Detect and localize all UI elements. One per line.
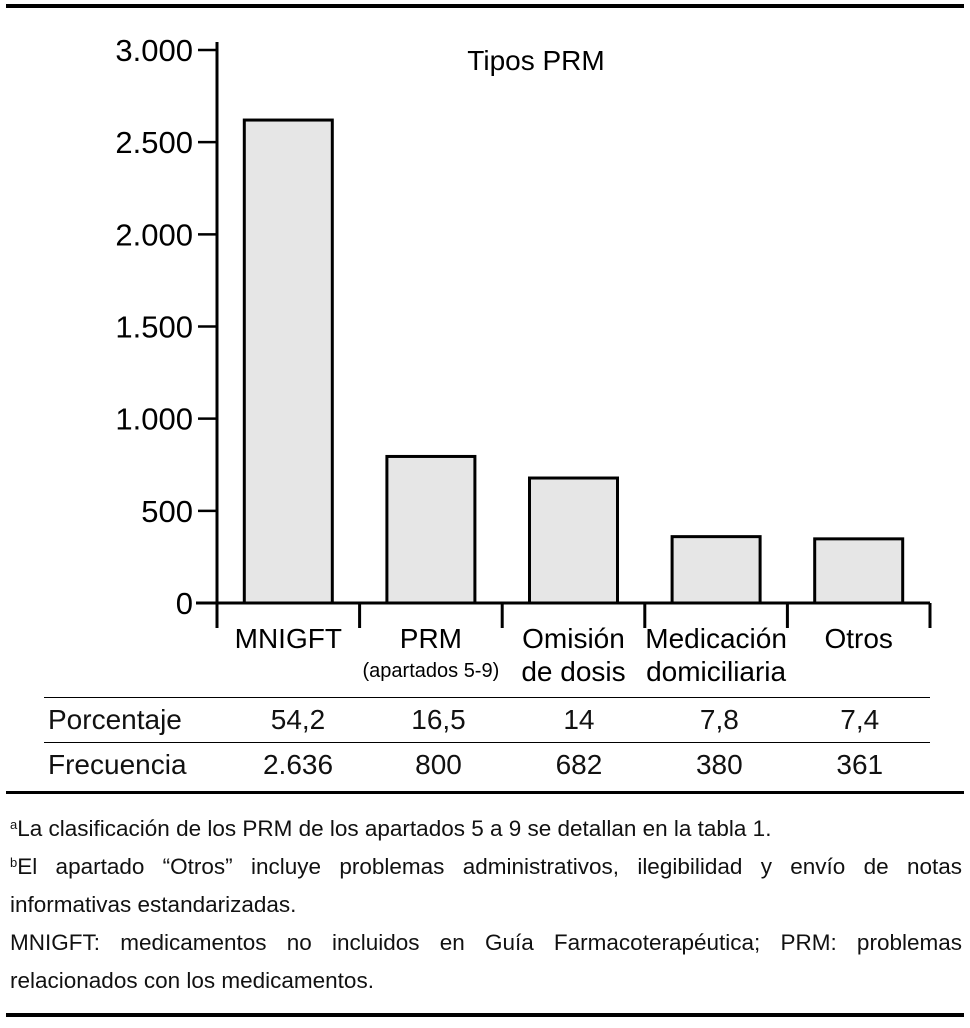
table-cell: 380	[695, 749, 743, 780]
table-row-frecuencia	[44, 743, 930, 788]
footnote-a-text: La clasificación de los PRM de los apartados 5 a 9 se detallan en la tabla 1.	[17, 816, 772, 841]
bar	[672, 537, 760, 603]
table-cell: 800	[415, 749, 462, 780]
y-tick-label: 500	[141, 493, 193, 529]
y-tick-label: 2.000	[115, 217, 193, 253]
table-cell: 682	[555, 749, 603, 780]
bar	[387, 456, 475, 603]
table-cell: 7,8	[649, 698, 789, 743]
x-tick-label: Omisión	[522, 623, 625, 654]
bar	[244, 120, 332, 603]
x-tick-label: PRM	[399, 623, 463, 654]
x-tick-label: domiciliaria	[646, 656, 787, 687]
bar	[815, 539, 903, 603]
x-tick-sublabel: (apartados 5-9)	[362, 660, 500, 682]
footnote-b	[10, 848, 962, 924]
y-tick-label: 1.500	[115, 309, 193, 345]
y-tick-label: 3.000	[115, 33, 193, 68]
row-label: Frecuencia	[48, 749, 187, 780]
footnote-a-mark: a	[10, 817, 18, 832]
footnote-a	[10, 810, 962, 848]
table-cell: 14	[509, 698, 649, 743]
chart-title: Tipos PRM	[467, 45, 605, 76]
table-cell: 361	[836, 749, 884, 780]
y-tick-label: 2.500	[115, 125, 193, 161]
x-tick-label: Medicación	[645, 623, 787, 654]
abbreviations-note: MNIGFT: medicamentos no incluidos en Guía Farmacoterapéutica; PRM: problemas relacionados con los medicamentos.	[10, 930, 962, 993]
table-cell: 2.636	[262, 749, 334, 780]
y-tick-label: 0	[175, 586, 193, 621]
table-cell: 54,2	[228, 698, 369, 743]
bottom-rule	[6, 1013, 964, 1017]
x-tick-label: Otros	[824, 623, 893, 654]
table-cell: 7,4	[790, 698, 930, 743]
footnote-b-mark: b	[10, 855, 18, 870]
table-cell: 16,5	[368, 698, 508, 743]
y-tick-label: 1.000	[115, 401, 193, 437]
footnote-b-text: El apartado “Otros” incluye problemas administrativos, ilegibilidad y envío de notas informativas estandarizadas.	[10, 854, 962, 917]
table-row-porcentaje	[44, 698, 930, 743]
row-label: Porcentaje	[44, 698, 228, 743]
x-tick-label: de dosis	[521, 656, 626, 687]
bar	[530, 478, 618, 603]
data-table	[44, 697, 930, 787]
footnotes	[10, 810, 962, 1000]
table-bottom-rule	[6, 791, 964, 794]
x-tick-label: MNIGFT	[234, 623, 342, 654]
